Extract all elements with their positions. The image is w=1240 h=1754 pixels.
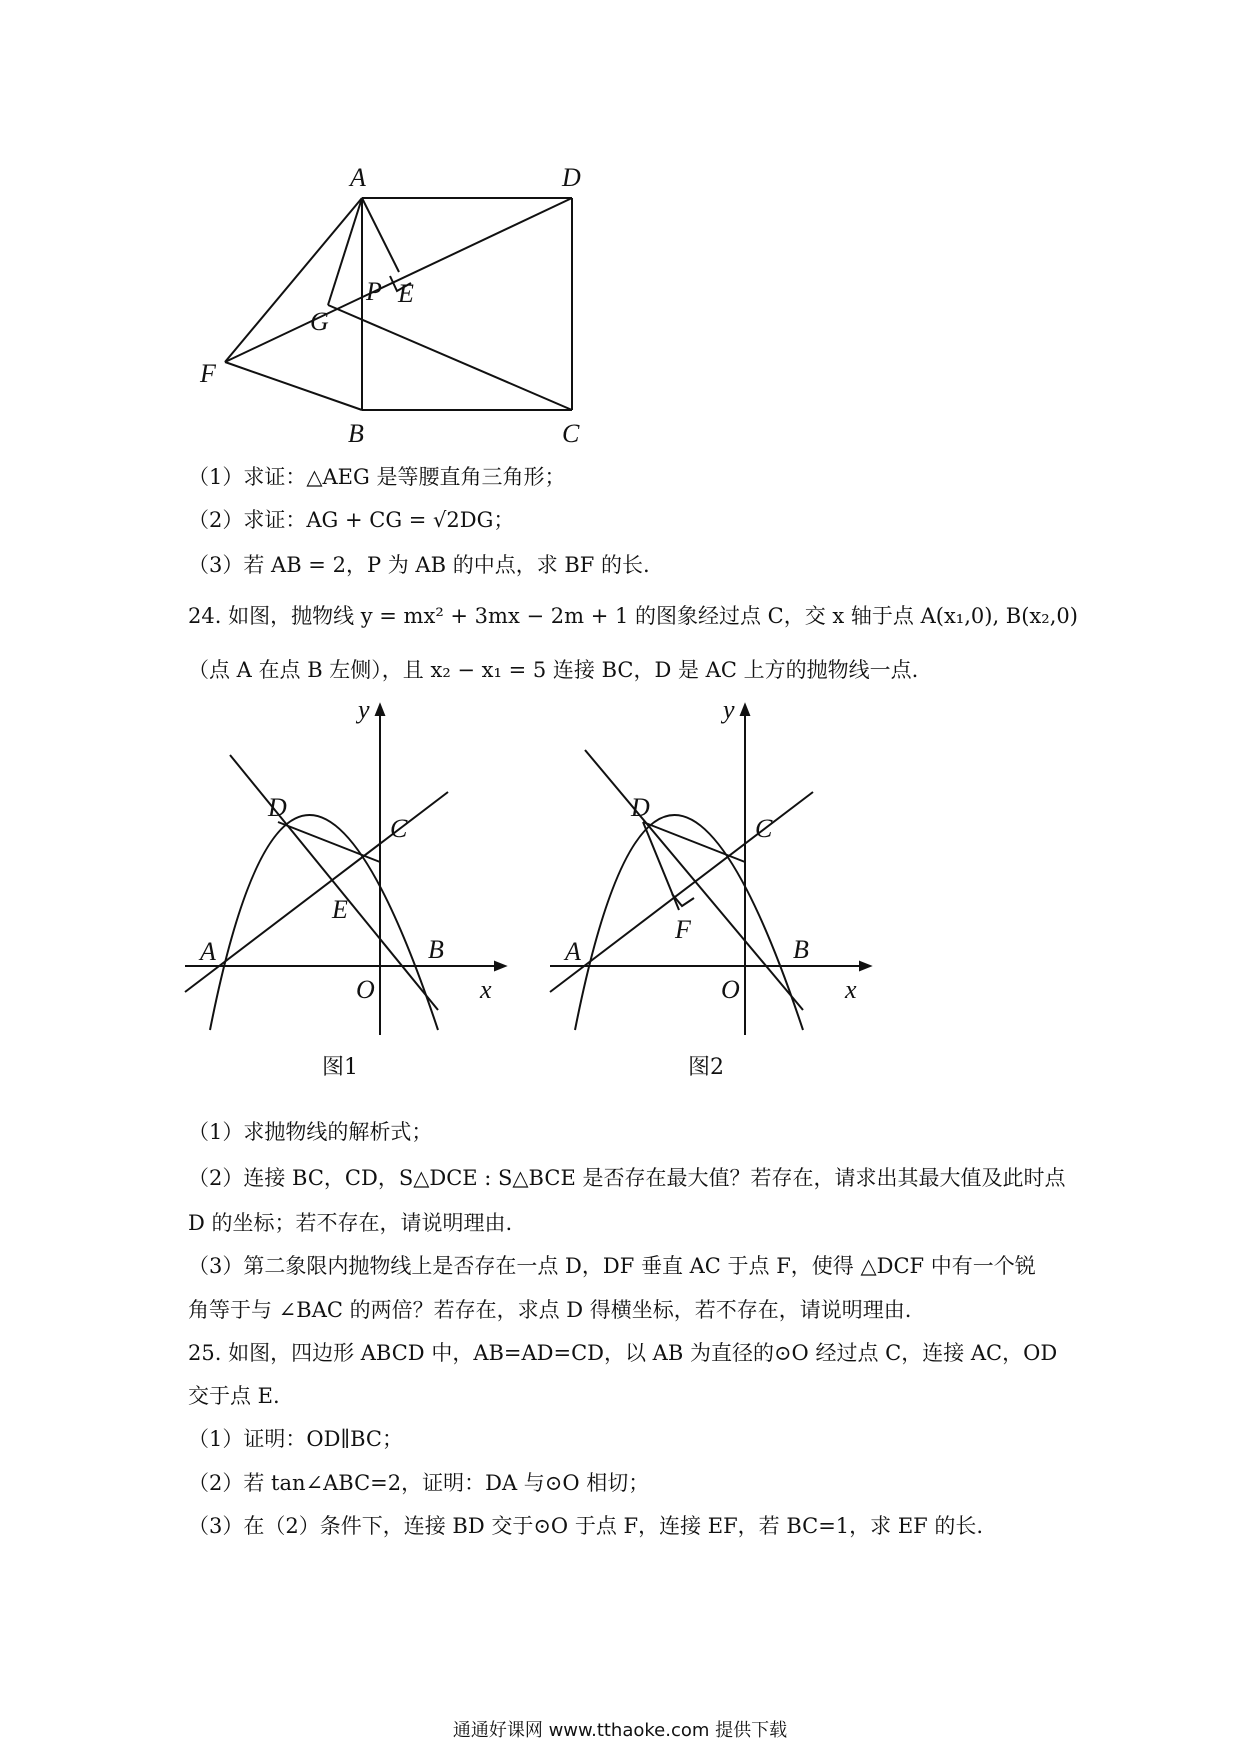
q24-part2-line1: （2）连接 BC，CD，S△DCE : S△BCE 是否存在最大值？若存在，请求出其最大值及此时点: [188, 1166, 1066, 1190]
fig1-label-D: D: [268, 793, 287, 822]
page-footer: 通通好课网 www.tthaoke.com 提供下载: [452, 1720, 788, 1741]
square-figure: [190, 150, 590, 450]
q24-part3-line1: （3）第二象限内抛物线上是否存在一点 D，DF 垂直 AC 于点 F，使得 △DCF 中有一个锐: [188, 1254, 1036, 1278]
fig1-label-x: x: [480, 975, 492, 1004]
q24-stem-line2: （点 A 在点 B 左侧），且 x₂ − x₁ = 5 连接 BC，D 是 AC 上方的抛物线一点.: [188, 658, 919, 682]
q23-part2: （2）求证：AG + CG = √2DG；: [188, 508, 515, 532]
fig1-label-B: B: [428, 935, 444, 964]
fig1-label-O: O: [356, 975, 375, 1004]
fig2-label-B: B: [793, 935, 809, 964]
label-C: C: [562, 419, 580, 448]
parabola-figure-2: [545, 700, 875, 1040]
fig2-label-F: F: [675, 915, 691, 944]
label-G: G: [310, 307, 329, 336]
fig1-label-A: A: [200, 937, 216, 966]
q24-part2-line2: D 的坐标；若不存在，请说明理由.: [188, 1211, 513, 1235]
q25-stem-line2: 交于点 E.: [188, 1384, 280, 1408]
q25-part2: （2）若 tan∠ABC=2，证明：DA 与⊙O 相切；: [188, 1471, 650, 1495]
label-F: F: [200, 359, 216, 388]
parabola-figure-1: [180, 700, 510, 1040]
fig2-label-y: y: [723, 700, 735, 724]
fig2-label-A: A: [565, 937, 581, 966]
fig2-label-O: O: [721, 975, 740, 1004]
q23-part1: （1）求证：△AEG 是等腰直角三角形；: [188, 465, 566, 489]
fig1-label-E: E: [332, 895, 348, 924]
label-B: B: [348, 419, 364, 448]
fig1-caption: 图1: [322, 1055, 358, 1080]
label-A: A: [350, 163, 366, 192]
label-P: P: [366, 277, 382, 306]
fig2-label-D: D: [631, 793, 650, 822]
fig2-caption: 图2: [688, 1055, 724, 1080]
q24-part1: （1）求抛物线的解析式；: [188, 1120, 433, 1144]
q23-part3: （3）若 AB = 2，P 为 AB 的中点，求 BF 的长.: [188, 553, 650, 577]
fig1-label-y: y: [358, 700, 370, 724]
fig1-label-C: C: [390, 814, 408, 843]
fig2-label-C: C: [755, 814, 773, 843]
fig2-label-x: x: [845, 975, 857, 1004]
label-D: D: [562, 163, 581, 192]
q25-part3: （3）在（2）条件下，连接 BD 交于⊙O 于点 F，连接 EF，若 BC=1，求 EF 的长.: [188, 1514, 984, 1538]
q24-stem-line1: 24. 如图，抛物线 y = mx² + 3mx − 2m + 1 的图象经过点 C，交 x 轴于点 A(x₁,0), B(x₂,0): [188, 604, 1078, 628]
q25-stem-line1: 25. 如图，四边形 ABCD 中，AB=AD=CD，以 AB 为直径的⊙O 经过点 C，连接 AC，OD: [188, 1341, 1058, 1365]
label-E: E: [398, 279, 414, 308]
q25-part1: （1）证明：OD∥BC；: [188, 1427, 404, 1451]
q24-part3-line2: 角等于与 ∠BAC 的两倍？若存在，求点 D 得横坐标，若不存在，请说明理由.: [188, 1298, 912, 1322]
